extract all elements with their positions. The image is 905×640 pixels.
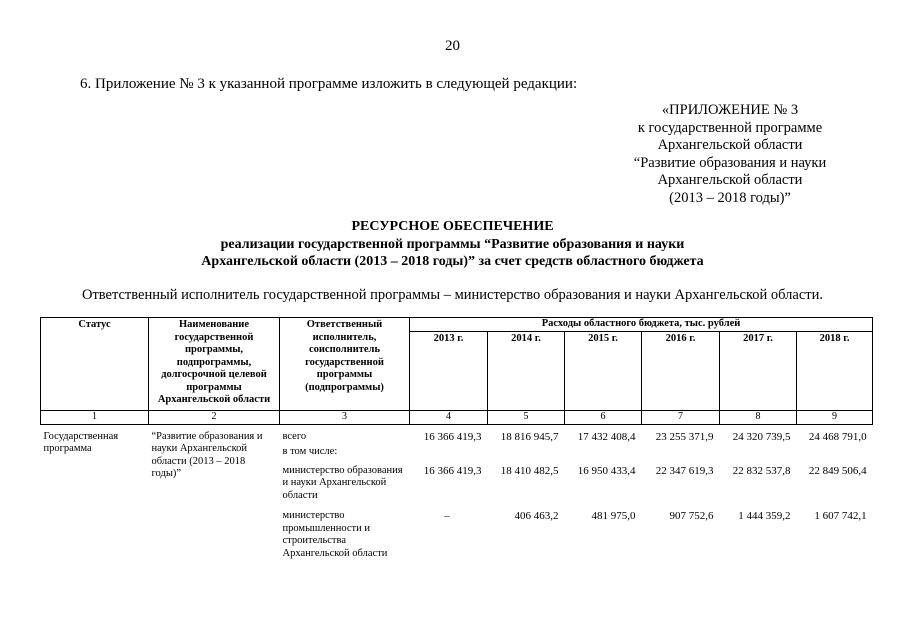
appendix-header <box>580 102 880 207</box>
value-cell: 1 607 742,1 <box>814 510 867 522</box>
value-cell: 22 849 506,4 <box>808 464 867 477</box>
column-number: 3 <box>280 410 410 424</box>
value-cell: – <box>444 510 450 522</box>
program-name-cell: “Развитие образования и науки Архангельской области (2013 – 2018 годы)” <box>151 430 263 479</box>
value-cell: 406 463,2 <box>514 510 559 522</box>
column-number: 4 <box>410 410 488 424</box>
header-year: 2013 г. <box>410 331 488 410</box>
value-cell: 24 468 791,0 <box>808 430 867 443</box>
column-number: 9 <box>797 410 873 424</box>
value-cell: 481 975,0 <box>591 510 636 522</box>
header-year: 2016 г. <box>642 331 720 410</box>
value-cell: 16 366 419,3 <box>423 430 482 443</box>
header-year: 2017 г. <box>720 331 797 410</box>
document-heading <box>0 218 905 271</box>
header-expenses: Расходы областного бюджета, тыс. рублей <box>410 318 873 332</box>
executor-cell: в том числе: <box>282 446 338 457</box>
header-year: 2018 г. <box>797 331 873 410</box>
value-cell: 907 752,6 <box>669 510 714 522</box>
value-cell: 1 444 359,2 <box>738 510 791 522</box>
intro-paragraph: 6. Приложение № 3 к указанной программе изложить в следующей редакции: <box>80 76 578 92</box>
column-number-row <box>41 410 873 424</box>
appendix-line: (2013 – 2018 годы)” <box>669 189 791 206</box>
header-year: 2015 г. <box>565 331 642 410</box>
header-executor: Ответственный исполнитель, соисполнитель государственной программы (подпрограммы) <box>280 318 410 411</box>
value-cell: 23 255 371,9 <box>655 430 714 443</box>
heading-title: РЕСУРСНОЕ ОБЕСПЕЧЕНИЕ <box>351 219 554 234</box>
column-number: 2 <box>149 410 280 424</box>
value-cell: 22 832 537,8 <box>732 464 791 477</box>
resource-table <box>40 317 873 560</box>
header-year: 2014 г. <box>488 331 565 410</box>
header-status: Статус <box>41 318 149 411</box>
table-header-row <box>41 318 873 332</box>
appendix-line: «ПРИЛОЖЕНИЕ № 3 <box>661 102 799 118</box>
page-number: 20 <box>445 38 460 54</box>
value-cell: 24 320 739,5 <box>732 430 791 443</box>
column-number: 7 <box>642 410 720 424</box>
status-cell: Государственная программа <box>43 430 119 454</box>
executor-cell: министерство промышленности и строительства Архангельской области <box>282 510 388 559</box>
executor-cell: всего <box>282 430 307 442</box>
appendix-line: “Развитие образования и науки <box>633 154 827 171</box>
appendix-line: Архангельской области <box>657 137 803 153</box>
responsible-executor-line: Ответственный исполнитель государственной программы – министерство образования и науки Архангельской области. <box>81 287 824 303</box>
heading-subtitle: реализации государственной программы “Развитие образования и науки <box>220 236 685 252</box>
column-number: 5 <box>488 410 565 424</box>
appendix-line: к государственной программе <box>637 119 823 136</box>
value-cell: 22 347 619,3 <box>655 464 714 477</box>
column-number: 6 <box>565 410 642 424</box>
value-cell: 16 950 433,4 <box>577 464 636 477</box>
empty-values <box>410 443 873 459</box>
appendix-line: Архангельской области <box>657 172 803 188</box>
column-number: 8 <box>720 410 797 424</box>
executor-cell: министерство образования и науки Архангельской области <box>282 464 403 501</box>
value-cell: 18 816 945,7 <box>500 430 559 443</box>
value-cell: 16 366 419,3 <box>423 464 482 477</box>
value-cell: 18 410 482,5 <box>500 464 559 477</box>
header-program-name: Наименование государственной программы, подпрограммы, долгосрочной целевой программы Архангельской области <box>149 318 280 411</box>
table-row <box>41 424 873 443</box>
column-number: 1 <box>41 410 149 424</box>
value-cell: 17 432 408,4 <box>577 430 636 443</box>
heading-subtitle: Архангельской области (2013 – 2018 годы)” за счет средств областного бюджета <box>201 254 704 269</box>
